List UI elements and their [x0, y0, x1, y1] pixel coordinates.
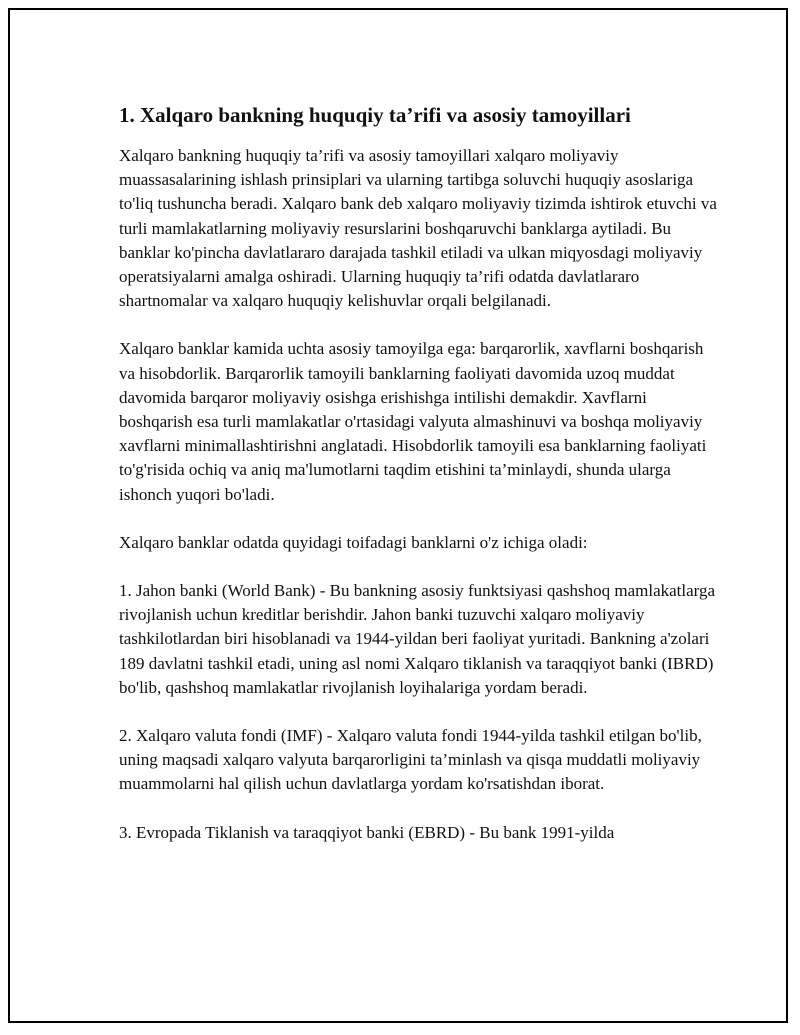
- paragraph-ebrd: 3. Evropada Tiklanish va taraqqiyot banki (EBRD) - Bu bank 1991-yilda: [119, 822, 615, 842]
- paragraph-imf: 2. Xalqaro valuta fondi (IMF) - Xalqaro valuta fondi 1944-yilda tashkil etilgan bo'lib, uning maqsadi xalqaro valyuta barqarorligini ta’minlash va qisqa muddatli moliyaviy muammolarni hal qilish uchun davlatlarga yordam ko'rsatishdan iborat.: [119, 726, 702, 794]
- paragraph-definition: Xalqaro bankning huquqiy ta’rifi va asosiy tamoyillari xalqaro moliyaviy muassasalarining ishlash prinsiplari va ularning tartibga soluvchi huquqiy asoslariga to'liq tushuncha beradi. Xalqaro bank deb xalqaro moliyaviy tizimda ishtirok etuvchi va turli mamlakatlarning moliyaviy resurslarini boshqaruvchi banklarga aytiladi. Bu banklar ko'pincha davlatlararo darajada tashkil etiladi va ulkan miqyosdagi moliyaviy operatsiyalarni amalga oshiradi. Ularning huquqiy ta’rifi odatda davlatlararo shartnomalar va xalqaro huquqiy kelishuvlar orqali belgilanadi.: [119, 146, 717, 311]
- paragraph-categories-intro: Xalqaro banklar odatda quyidagi toifadagi banklarni o'z ichiga oladi:: [119, 532, 588, 552]
- section-heading: 1. Xalqaro bankning huquqiy ta’rifi va asosiy tamoyillari: [119, 103, 631, 127]
- paragraph-principles: Xalqaro banklar kamida uchta asosiy tamoyilga ega: barqarorlik, xavflarni boshqarish va hisobdorlik. Barqarorlik tamoyili banklarning faoliyati davomida uzoq muddat davomida barqaror moliyaviy osishga erishishga intilishi demakdir. Xavflarni boshqarish esa turli mamlakatlar o'rtasidagi valyuta almashinuvi va boshqa moliyaviy xavflarni minimallashtirishni anglatadi. Hisobdorlik tamoyili esa banklarning faoliyati to'g'risida ochiq va aniq ma'lumotlarni taqdim etishini ta’minlaydi, shunda ularga ishonch yuqori bo'ladi.: [119, 339, 707, 504]
- page-frame: [8, 8, 788, 1023]
- document-body: [119, 98, 719, 869]
- paragraph-world-bank: 1. Jahon banki (World Bank) - Bu bankning asosiy funktsiyasi qashshoq mamlakatlarga rivojlanish uchun kreditlar berishdir. Jahon banki tuzuvchi xalqaro moliyaviy tashkilotlardan biri hisoblanadi va 1944-yildan beri faoliyat yuritadi. Bankning a'zolari 189 davlatni tashkil etadi, uning asl nomi Xalqaro tiklanish va taraqqiyot banki (IBRD) bo'lib, qashshoq mamlakatlar rivojlanish loyihalariga yordam beradi.: [119, 581, 716, 697]
